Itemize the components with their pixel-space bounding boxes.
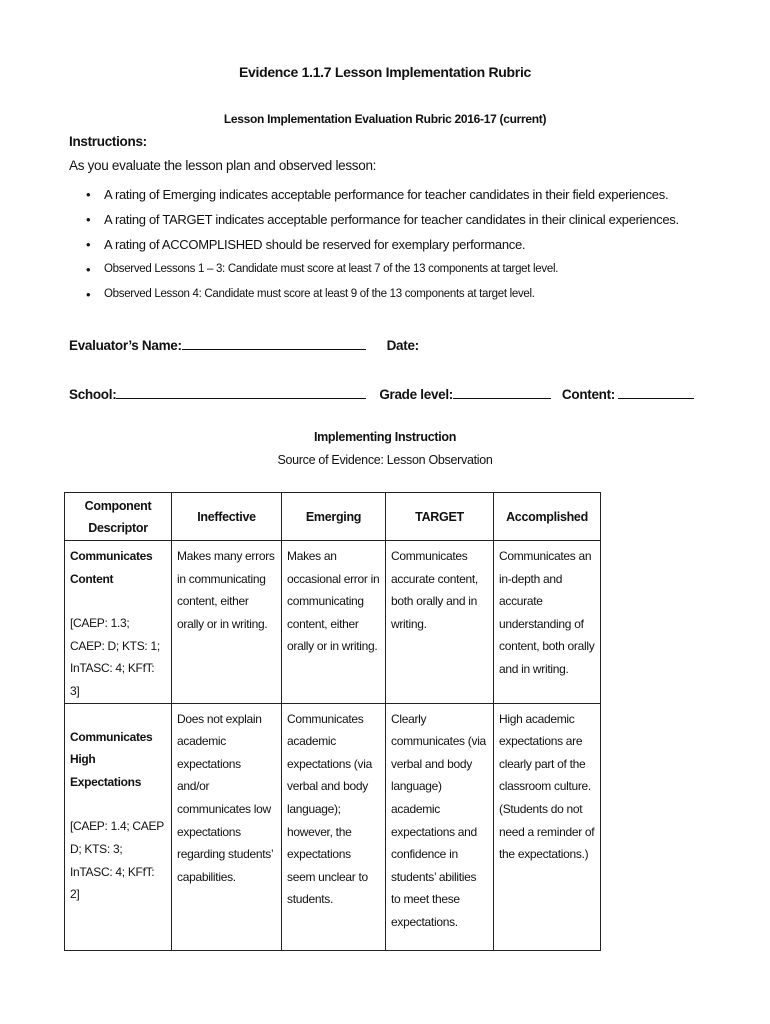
ineffective-cell: Does not explain academic expectations and/or communicates low expectations regarding students’ capabilities. [172, 703, 282, 950]
content-line[interactable] [618, 385, 694, 399]
evaluator-name-line[interactable] [182, 336, 366, 350]
target-cell: Communicates accurate content, both orally and in writing. [386, 541, 494, 704]
school-row [69, 385, 694, 402]
header-ineffective: Ineffective [172, 493, 282, 541]
evaluator-row [69, 336, 419, 353]
component-name: Communicates Content [70, 549, 153, 586]
instruction-bullet: • A rating of ACCOMPLISHED should be reserved for exemplary performance. [86, 232, 679, 257]
header-emerging: Emerging [282, 493, 386, 541]
instruction-bullet: • Observed Lesson 4: Candidate must score at least 9 of the 13 components at target level. [86, 282, 679, 307]
table-row [65, 703, 601, 950]
accomplished-cell: High academic expectations are clearly part of the classroom culture. (Students do not need a reminder of the expectations.) [494, 703, 601, 950]
ineffective-cell: Makes many errors in communicating content, either orally or in writing. [172, 541, 282, 704]
rubric-table [64, 492, 601, 951]
table-header-row [65, 493, 601, 541]
grade-level-line[interactable] [453, 385, 551, 399]
header-component-descriptor: Component Descriptor [65, 493, 172, 541]
component-standards: [CAEP: 1.3; CAEP: D; KTS: 1; InTASC: 4; KFfT: 3] [70, 616, 160, 698]
header-target: TARGET [386, 493, 494, 541]
instructions-list [86, 182, 679, 307]
instruction-bullet: • A rating of Emerging indicates acceptable performance for teacher candidates in their field experiences. [86, 182, 679, 207]
evaluator-label: Evaluator’s Name: [69, 338, 182, 353]
component-cell [65, 541, 172, 704]
component-standards: [CAEP: 1.4; CAEP D; KTS: 3; InTASC: 4; KFfT: 2] [70, 819, 164, 902]
instructions-intro: As you evaluate the lesson plan and observed lesson: [69, 158, 377, 173]
table-row [65, 541, 601, 704]
target-cell: Clearly communicates (via verbal and body language) academic expectations and confidence in students’ abilities to meet these expectations. [386, 703, 494, 950]
document-title: Evidence 1.1.7 Lesson Implementation Rubric [238, 64, 532, 80]
accomplished-cell: Communicates an in-depth and accurate understanding of content, both orally and in writing. [494, 541, 601, 704]
header-accomplished: Accomplished [494, 493, 601, 541]
instruction-bullet: • Observed Lessons 1 – 3: Candidate must score at least 7 of the 13 components at target level. [86, 257, 679, 282]
emerging-cell: Makes an occasional error in communicating content, either orally or in writing. [282, 541, 386, 704]
school-line[interactable] [116, 385, 366, 399]
content-label: Content: [561, 387, 616, 402]
emerging-cell: Communicates academic expectations (via verbal and body language); however, the expectations seem unclear to students. [282, 703, 386, 950]
school-label: School: [69, 387, 117, 402]
document-subtitle: Lesson Implementation Evaluation Rubric 2016-17 (current) [223, 112, 547, 126]
grade-level-label: Grade level: [379, 387, 454, 402]
instructions-heading: Instructions: [69, 134, 147, 149]
section-title: Implementing Instruction [313, 430, 457, 444]
component-cell [65, 703, 172, 950]
date-label: Date: [386, 338, 419, 353]
section-source: Source of Evidence: Lesson Observation [277, 453, 493, 467]
component-name: Communicates High Expectations [70, 729, 153, 789]
instruction-bullet: • A rating of TARGET indicates acceptable performance for teacher candidates in their clinical experiences. [86, 207, 679, 232]
